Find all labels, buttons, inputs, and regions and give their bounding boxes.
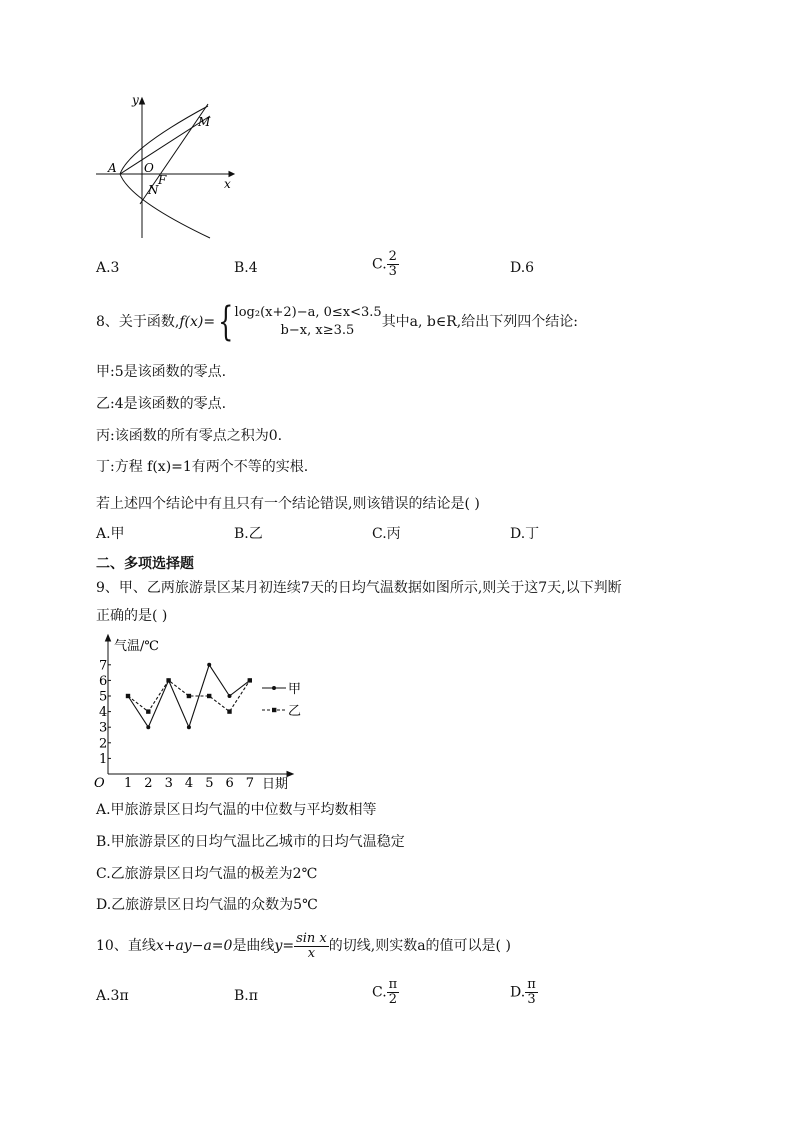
x-tick-label-2: 2 [144,776,153,791]
legend-marker-1 [272,708,276,712]
y-axis-arrow [140,98,145,104]
chart-x-arrow [287,772,293,777]
q10-option-c [372,978,399,1007]
y-tick-label-7: 7 [99,658,108,674]
series-1-point-4 [207,694,211,698]
q8-suffix: 其中a, b∈R,给出下列四个结论: [381,314,578,330]
q7-option-c [372,250,399,279]
q8-statement-1: 甲:5是该函数的零点. [96,364,227,380]
q8-statement-3: 丙:该函数的所有零点之积为0. [96,428,283,444]
q7-option-d: D.6 [510,260,535,276]
q8-question: 若上述四个结论中有且只有一个结论错误,则该错误的结论是( ) [96,496,480,512]
q9-option-b: B.甲旅游景区的日均气温比乙城市的日均气温稳定 [96,834,405,850]
q7-option-a: A.3 [96,260,120,276]
q8-statement-4: 丁:方程 f(x)=1有两个不等的实根. [96,459,309,475]
q10-suffix: 的切线,则实数a的值可以是( ) [328,938,511,954]
q10-stem [96,926,511,966]
q10-option-d-label: D. [510,984,526,1001]
q10-option-c-label: C. [372,984,387,1001]
y-tick-label-3: 3 [99,720,108,736]
q10-mid: 是曲线 [232,938,275,954]
x-tick-label-1: 1 [124,776,133,791]
series-0-point-4 [207,663,211,667]
y-tick-label-1: 1 [99,751,108,767]
y-tick-label-6: 6 [99,673,108,689]
temperature-chart [90,632,320,792]
label-x: x [224,177,231,191]
label-M: M [198,115,211,129]
x-tick-label-5: 5 [205,776,214,791]
label-F: F [158,173,167,187]
q9-stem-line1: 9、甲、乙两旅游景区某月初连续7天的日均气温数据如图所示,则关于这7天,以下判断 [96,580,622,596]
series-1-point-3 [187,694,191,698]
series-0-point-3 [187,725,191,729]
section-heading: 二、多项选择题 [96,556,194,572]
label-O: O [144,161,154,175]
q10-prefix: 10、直线 [96,938,156,954]
legend-marker-0 [272,686,276,690]
q9-option-d: D.乙旅游景区日均气温的众数为5℃ [96,897,318,913]
parabola-figure [90,90,250,245]
chart-y-arrow [106,635,111,641]
x-tick-label-4: 4 [184,776,194,791]
chart-origin: O [94,776,105,791]
q10-option-c-fraction: $\frac{\pi}{2}$ [388,977,398,1007]
legend-label-0: 甲 [288,682,302,697]
chart-ylabel: 气温/℃ [114,639,159,654]
q8-piecewise [235,304,382,340]
q7-option-c-label: C. [372,256,387,273]
series-1-point-5 [227,709,231,713]
q8-option-c: C.丙 [372,526,401,542]
x-tick-label-6: 6 [225,776,234,791]
q8-stem [96,299,578,345]
q9-option-a: A.甲旅游景区日均气温的中位数与平均数相等 [96,802,377,818]
q8-piece-1: log₂(x+2)−a, 0≤x<3.5 [234,305,382,320]
q10-line-eq: x+ay−a=0 [155,938,233,954]
q8-option-a: A.甲 [96,526,125,542]
q10-option-d-fraction: $\frac{\pi}{3}$ [527,977,536,1007]
series-0-point-1 [146,725,150,729]
q8-piece-2: b−x, x≥3.5 [280,323,355,338]
x-axis-arrow [229,172,234,177]
y-tick-label-4: 4 [99,705,108,721]
label-y: y [132,93,139,107]
q9-option-c: C.乙旅游景区日均气温的极差为2℃ [96,866,318,882]
q8-option-d: D.丁 [510,526,540,542]
y-tick-label-2: 2 [99,736,108,752]
series-1-point-0 [126,694,130,698]
label-A: A [108,161,117,175]
q7-option-b: B.4 [234,260,258,276]
legend-label-1: 乙 [288,704,302,719]
q8-brace: { [218,299,234,345]
q10-fraction: $\frac{\text{sin x}}{x}$ [296,930,327,961]
series-0-point-5 [228,694,232,698]
q8-statement-2: 乙:4是该函数的零点. [96,396,227,412]
q8-option-b: B.乙 [234,526,263,542]
chart-xlabel: 日期 [262,777,289,792]
series-1-point-6 [248,678,252,682]
q10-y-eq: y= [274,938,295,954]
x-tick-label-7: 7 [245,776,255,791]
parabola [120,106,210,238]
label-N: N [148,183,159,197]
series-1-point-1 [146,709,150,713]
line-AM [120,116,210,174]
x-tick-label-3: 3 [164,776,173,791]
q7-option-c-fraction: $\frac{2}{3}$ [388,249,397,279]
q8-prefix: 8、关于函数, [96,314,180,330]
y-tick-label-5: 5 [99,689,108,705]
q8-fx: f(x)= [179,314,216,330]
q10-option-b: B.π [234,988,258,1004]
series-1-point-2 [166,678,170,682]
q9-stem-line2: 正确的是( ) [96,608,168,624]
q10-option-d [510,978,538,1007]
q10-option-a: A.3π [96,988,129,1004]
